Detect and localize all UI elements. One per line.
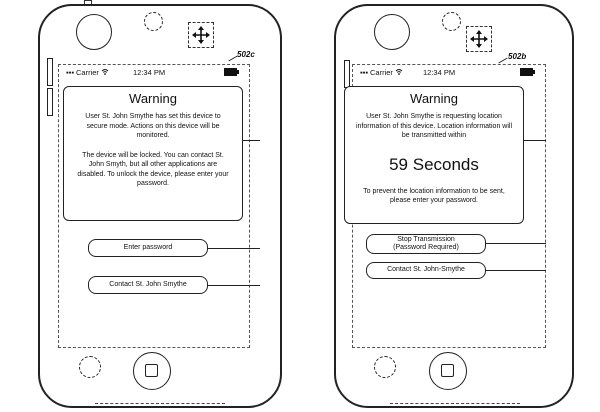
countdown-timer: 59 Seconds xyxy=(389,154,479,174)
dialog-message: User St. John Smythe has set this device to secure mode. Actions on this device will be monitored. xyxy=(85,113,221,139)
dialog-message: User St. John Smythe is requesting location information of this device. Location information will be transmitted within xyxy=(355,113,513,139)
sensor-icon xyxy=(374,356,396,378)
ref-leader xyxy=(243,140,260,141)
dialog-title: Warning xyxy=(410,91,458,106)
side-key[interactable] xyxy=(47,88,53,116)
home-button-icon[interactable] xyxy=(133,352,171,390)
signal-icon: ▪▪▪ xyxy=(66,67,74,77)
status-bar xyxy=(66,66,244,78)
wifi-icon xyxy=(395,69,403,75)
carrier xyxy=(360,68,403,77)
button-sublabel: (Password Required) xyxy=(393,244,459,251)
move-arrows-icon[interactable] xyxy=(466,26,492,52)
move-arrows-icon[interactable] xyxy=(188,22,214,48)
camera-icon xyxy=(76,14,112,50)
sensor-icon xyxy=(79,356,101,378)
status-time: 12:34 PM xyxy=(423,67,456,77)
speaker-icon xyxy=(144,12,163,31)
ref-leader xyxy=(486,270,546,271)
carrier-label: Carrier xyxy=(369,67,393,77)
enter-password-button[interactable] xyxy=(88,239,208,257)
ref-leader xyxy=(486,243,546,244)
ref-label: 502b xyxy=(508,52,527,61)
warning-dialog xyxy=(63,86,243,221)
dialog-message: The device will be locked. You can contact St. John Smyth, but all other applications are disabled. To unlock the device, please enter your password. xyxy=(77,151,229,187)
home-button-icon[interactable] xyxy=(429,352,467,390)
dialog-message: To prevent the location information to be sent, please enter your password. xyxy=(363,187,505,204)
status-time: 12:34 PM xyxy=(133,67,166,77)
ref-leader xyxy=(524,140,546,141)
camera-icon xyxy=(374,14,410,50)
speaker-icon xyxy=(442,12,461,31)
signal-icon: ▪▪▪ xyxy=(360,67,368,77)
wifi-icon xyxy=(101,69,109,75)
contact-button[interactable] xyxy=(88,276,208,294)
bottom-strip xyxy=(95,403,225,409)
bottom-strip xyxy=(390,403,520,409)
battery-icon xyxy=(224,68,237,76)
battery-icon xyxy=(520,68,533,76)
carrier-label: Carrier xyxy=(75,67,99,77)
button-label: Stop Transmission xyxy=(397,235,455,243)
ref-leader xyxy=(208,248,260,249)
side-key[interactable] xyxy=(47,58,53,86)
side-key[interactable] xyxy=(344,60,350,88)
button-label: Contact St. John Smythe xyxy=(109,280,187,288)
status-bar xyxy=(360,66,540,78)
dialog-title: Warning xyxy=(129,91,177,106)
button-label: Contact St. John-Smythe xyxy=(387,266,465,274)
button-label: Enter password xyxy=(123,243,173,251)
warning-dialog xyxy=(344,86,524,224)
ref-leader xyxy=(208,285,260,286)
phone-right xyxy=(300,0,600,412)
contact-button[interactable] xyxy=(366,262,486,279)
carrier xyxy=(66,68,109,77)
stop-transmission-button[interactable] xyxy=(366,234,486,254)
ref-label: 502c xyxy=(237,50,255,59)
